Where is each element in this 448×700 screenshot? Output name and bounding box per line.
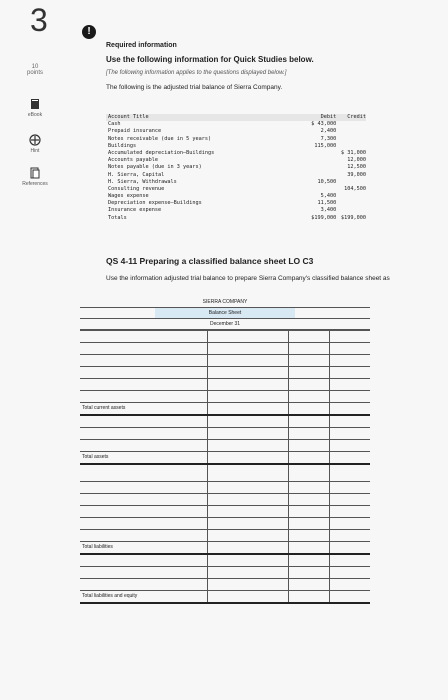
amount-input[interactable] bbox=[330, 440, 370, 451]
amount-input[interactable] bbox=[208, 331, 289, 342]
balance-sheet-row bbox=[80, 494, 370, 506]
amount-input[interactable] bbox=[208, 416, 289, 427]
account-input[interactable] bbox=[80, 579, 208, 590]
balance-sheet-row bbox=[80, 465, 370, 482]
intro: The following is the adjusted trial balance of Sierra Company. bbox=[106, 84, 283, 91]
account-input[interactable] bbox=[80, 428, 208, 439]
amount-input[interactable] bbox=[289, 343, 330, 354]
account-input[interactable] bbox=[80, 416, 208, 427]
trial-balance-row bbox=[106, 207, 366, 214]
exercise-title: QS 4-11 Preparing a classified balance sheet LO C3 bbox=[106, 256, 314, 266]
credit-value bbox=[336, 143, 366, 150]
amount-input[interactable] bbox=[289, 428, 330, 439]
exercise-prompt: Use the information adjusted trial balance to prepare Sierra Company's classified balance sheet as bbox=[106, 275, 390, 282]
account-input[interactable] bbox=[80, 567, 208, 578]
trial-balance-row bbox=[106, 215, 366, 222]
account-title: Accumulated depreciation—Buildings bbox=[108, 149, 215, 156]
trial-balance-row bbox=[106, 128, 366, 135]
debit-value: 5,400 bbox=[320, 193, 337, 200]
total-label-cell: Total current assets bbox=[80, 403, 208, 414]
hint-link[interactable] bbox=[14, 134, 56, 154]
amount-input[interactable] bbox=[330, 567, 370, 578]
trial-balance-row bbox=[106, 200, 366, 207]
amount-input[interactable] bbox=[208, 494, 289, 505]
amount-input[interactable] bbox=[289, 542, 330, 553]
account-input[interactable] bbox=[80, 367, 208, 378]
total-label-cell: Total liabilities and equity bbox=[80, 591, 208, 602]
account-title: Depreciation expense—Buildings bbox=[108, 200, 202, 207]
debit-value: 2,400 bbox=[320, 128, 337, 135]
amount-input[interactable] bbox=[330, 416, 370, 427]
credit-value bbox=[336, 200, 366, 207]
amount-input[interactable] bbox=[208, 542, 289, 553]
statement-date-row bbox=[80, 319, 370, 330]
amount-input[interactable] bbox=[208, 506, 289, 517]
account-title: Notes receivable (due in 5 years) bbox=[108, 135, 212, 142]
balance-sheet-row bbox=[80, 367, 370, 379]
amount-input[interactable] bbox=[289, 579, 330, 590]
amount-input[interactable] bbox=[208, 391, 289, 402]
ebook-label: eBook bbox=[27, 112, 43, 118]
credit-value bbox=[336, 136, 366, 143]
amount-input[interactable] bbox=[208, 567, 289, 578]
debit-value bbox=[306, 150, 336, 157]
company-name-row bbox=[80, 297, 370, 308]
amount-input[interactable] bbox=[289, 391, 330, 402]
account-title: Buildings bbox=[108, 142, 137, 149]
balance-sheet-row bbox=[80, 542, 370, 555]
amount-input[interactable] bbox=[208, 530, 289, 541]
amount-input[interactable] bbox=[208, 343, 289, 354]
account-input[interactable] bbox=[80, 506, 208, 517]
amount-input[interactable] bbox=[289, 591, 330, 602]
company-name: SIERRA COMPANY bbox=[202, 299, 248, 305]
balance-sheet-row bbox=[80, 379, 370, 391]
credit-value: 39,000 bbox=[347, 171, 366, 178]
account-input[interactable] bbox=[80, 343, 208, 354]
references-link[interactable] bbox=[14, 167, 56, 187]
header-credit: Credit bbox=[347, 114, 366, 120]
balance-sheet bbox=[80, 297, 370, 604]
account-input[interactable] bbox=[80, 465, 208, 481]
account-title: Accounts payable bbox=[108, 157, 158, 164]
trial-balance-row bbox=[106, 186, 366, 193]
account-input[interactable] bbox=[80, 355, 208, 366]
balance-sheet-row bbox=[80, 530, 370, 542]
header-debit: Debit bbox=[320, 114, 337, 120]
account-input[interactable] bbox=[80, 555, 208, 566]
credit-value bbox=[336, 207, 366, 214]
amount-input[interactable] bbox=[289, 506, 330, 517]
balance-sheet-row bbox=[80, 452, 370, 465]
account-input[interactable] bbox=[80, 518, 208, 529]
total-label-cell: Total liabilities bbox=[80, 542, 208, 553]
trial-balance-table bbox=[106, 114, 366, 242]
amount-input[interactable] bbox=[330, 331, 370, 342]
balance-sheet-row bbox=[80, 355, 370, 367]
account-title: Wages expense bbox=[108, 193, 149, 200]
credit-value bbox=[336, 179, 366, 186]
balance-sheet-grid bbox=[80, 330, 370, 604]
amount-input[interactable] bbox=[208, 367, 289, 378]
points-number: 10 bbox=[31, 64, 39, 70]
balance-sheet-row bbox=[80, 555, 370, 567]
amount-input[interactable] bbox=[289, 403, 330, 414]
debit-value: $199,000 bbox=[311, 214, 337, 221]
note: [The following information applies to the questions displayed below.] bbox=[106, 70, 287, 76]
trial-balance-row bbox=[106, 121, 366, 128]
references-icon bbox=[29, 167, 41, 179]
account-title: Notes payable (due in 3 years) bbox=[108, 164, 202, 171]
amount-input[interactable] bbox=[289, 555, 330, 566]
debit-value bbox=[306, 164, 336, 171]
credit-value bbox=[336, 121, 366, 128]
amount-input[interactable] bbox=[330, 379, 370, 390]
credit-value: 104,500 bbox=[344, 185, 366, 192]
balance-sheet-row bbox=[80, 403, 370, 416]
account-input[interactable] bbox=[80, 494, 208, 505]
statement-title-row bbox=[80, 308, 370, 319]
amount-input[interactable] bbox=[330, 506, 370, 517]
amount-input[interactable] bbox=[208, 403, 289, 414]
statement-date: December 31 bbox=[209, 321, 240, 327]
amount-input[interactable] bbox=[208, 452, 289, 463]
debit-value: $ 43,000 bbox=[311, 121, 337, 128]
account-input[interactable] bbox=[80, 331, 208, 342]
book-icon bbox=[29, 98, 41, 110]
debit-value: 10,500 bbox=[317, 178, 337, 185]
amount-input[interactable] bbox=[330, 428, 370, 439]
account-input[interactable] bbox=[80, 482, 208, 493]
references-label: References bbox=[22, 181, 48, 187]
account-input[interactable] bbox=[80, 440, 208, 451]
debit-value: 115,000 bbox=[314, 142, 337, 149]
amount-input[interactable] bbox=[330, 530, 370, 541]
trial-balance-row bbox=[106, 193, 366, 200]
amount-input[interactable] bbox=[330, 518, 370, 529]
amount-input[interactable] bbox=[289, 567, 330, 578]
amount-input[interactable] bbox=[330, 591, 370, 602]
balance-sheet-row bbox=[80, 440, 370, 452]
balance-sheet-row bbox=[80, 579, 370, 591]
amount-input[interactable] bbox=[330, 355, 370, 366]
debit-value: 7,300 bbox=[320, 135, 337, 142]
amount-input[interactable] bbox=[208, 591, 289, 602]
hint-label: Hint bbox=[30, 148, 40, 154]
trial-balance-header bbox=[106, 114, 366, 121]
balance-sheet-row bbox=[80, 506, 370, 518]
question-number: 3 bbox=[30, 2, 48, 38]
amount-input[interactable] bbox=[289, 355, 330, 366]
amount-input[interactable] bbox=[330, 494, 370, 505]
amount-input[interactable] bbox=[330, 452, 370, 463]
amount-input[interactable] bbox=[289, 452, 330, 463]
balance-sheet-row bbox=[80, 518, 370, 530]
account-title: Cash bbox=[108, 121, 121, 128]
amount-input[interactable] bbox=[208, 428, 289, 439]
amount-input[interactable] bbox=[208, 355, 289, 366]
amount-input[interactable] bbox=[208, 555, 289, 566]
instructions bbox=[106, 42, 314, 97]
trial-balance-row bbox=[106, 164, 366, 171]
amount-input[interactable] bbox=[208, 579, 289, 590]
amount-input[interactable] bbox=[330, 482, 370, 493]
ebook-link[interactable] bbox=[14, 98, 56, 118]
account-title: H. Sierra, Capital bbox=[108, 171, 165, 178]
credit-value: 12,000 bbox=[347, 157, 366, 164]
required-info: Required information bbox=[106, 42, 177, 49]
debit-value bbox=[306, 157, 336, 164]
amount-input[interactable] bbox=[330, 555, 370, 566]
balance-sheet-row bbox=[80, 591, 370, 604]
amount-input[interactable] bbox=[330, 367, 370, 378]
amount-input[interactable] bbox=[289, 518, 330, 529]
alert-icon: ! bbox=[82, 25, 96, 39]
credit-value: $ 31,000 bbox=[341, 149, 366, 156]
balance-sheet-row bbox=[80, 428, 370, 440]
trial-balance-row bbox=[106, 179, 366, 186]
trial-balance-row bbox=[106, 143, 366, 150]
amount-input[interactable] bbox=[208, 440, 289, 451]
amount-input[interactable] bbox=[289, 331, 330, 342]
amount-input[interactable] bbox=[289, 379, 330, 390]
balance-sheet-row bbox=[80, 482, 370, 494]
amount-input[interactable] bbox=[330, 403, 370, 414]
debit-value bbox=[306, 172, 336, 179]
header-account: Account Title bbox=[108, 114, 149, 120]
debit-value: 11,500 bbox=[317, 200, 337, 207]
amount-input[interactable] bbox=[208, 379, 289, 390]
trial-balance-row bbox=[106, 172, 366, 179]
trial-balance-row bbox=[106, 150, 366, 157]
statement-title: Balance Sheet bbox=[155, 308, 295, 318]
amount-input[interactable] bbox=[289, 440, 330, 451]
total-label-cell: Total assets bbox=[80, 452, 208, 463]
amount-input[interactable] bbox=[208, 465, 289, 481]
amount-input[interactable] bbox=[208, 518, 289, 529]
account-input[interactable] bbox=[80, 379, 208, 390]
amount-input[interactable] bbox=[330, 465, 370, 481]
account-title: Prepaid insurance bbox=[108, 128, 162, 135]
amount-input[interactable] bbox=[289, 482, 330, 493]
amount-input[interactable] bbox=[208, 482, 289, 493]
account-title: Insurance expense bbox=[108, 207, 162, 214]
account-title: H. Sierra, Withdrawals bbox=[108, 178, 177, 185]
trial-balance-row bbox=[106, 157, 366, 164]
account-title: Consulting revenue bbox=[108, 185, 165, 192]
balance-sheet-row bbox=[80, 416, 370, 428]
account-input[interactable] bbox=[80, 530, 208, 541]
amount-input[interactable] bbox=[330, 391, 370, 402]
amount-input[interactable] bbox=[289, 367, 330, 378]
heading: Use the following information for Quick Studies below. bbox=[106, 55, 314, 64]
balance-sheet-row bbox=[80, 343, 370, 355]
amount-input[interactable] bbox=[330, 343, 370, 354]
credit-value: 12,500 bbox=[347, 164, 366, 171]
amount-input[interactable] bbox=[289, 494, 330, 505]
amount-input[interactable] bbox=[289, 465, 330, 481]
trial-balance-row bbox=[106, 136, 366, 143]
amount-input[interactable] bbox=[289, 416, 330, 427]
hint-icon bbox=[29, 134, 41, 146]
balance-sheet-row bbox=[80, 567, 370, 579]
amount-input[interactable] bbox=[330, 579, 370, 590]
credit-value: $199,000 bbox=[341, 214, 366, 221]
points-label: points bbox=[26, 70, 43, 76]
credit-value bbox=[336, 128, 366, 135]
credit-value bbox=[336, 193, 366, 200]
balance-sheet-row bbox=[80, 391, 370, 403]
points-value bbox=[20, 64, 50, 76]
account-title: Totals bbox=[108, 214, 127, 221]
account-input[interactable] bbox=[80, 391, 208, 402]
balance-sheet-row bbox=[80, 331, 370, 343]
debit-value bbox=[306, 186, 336, 193]
amount-input[interactable] bbox=[289, 530, 330, 541]
amount-input[interactable] bbox=[330, 542, 370, 553]
debit-value: 3,400 bbox=[320, 207, 337, 214]
